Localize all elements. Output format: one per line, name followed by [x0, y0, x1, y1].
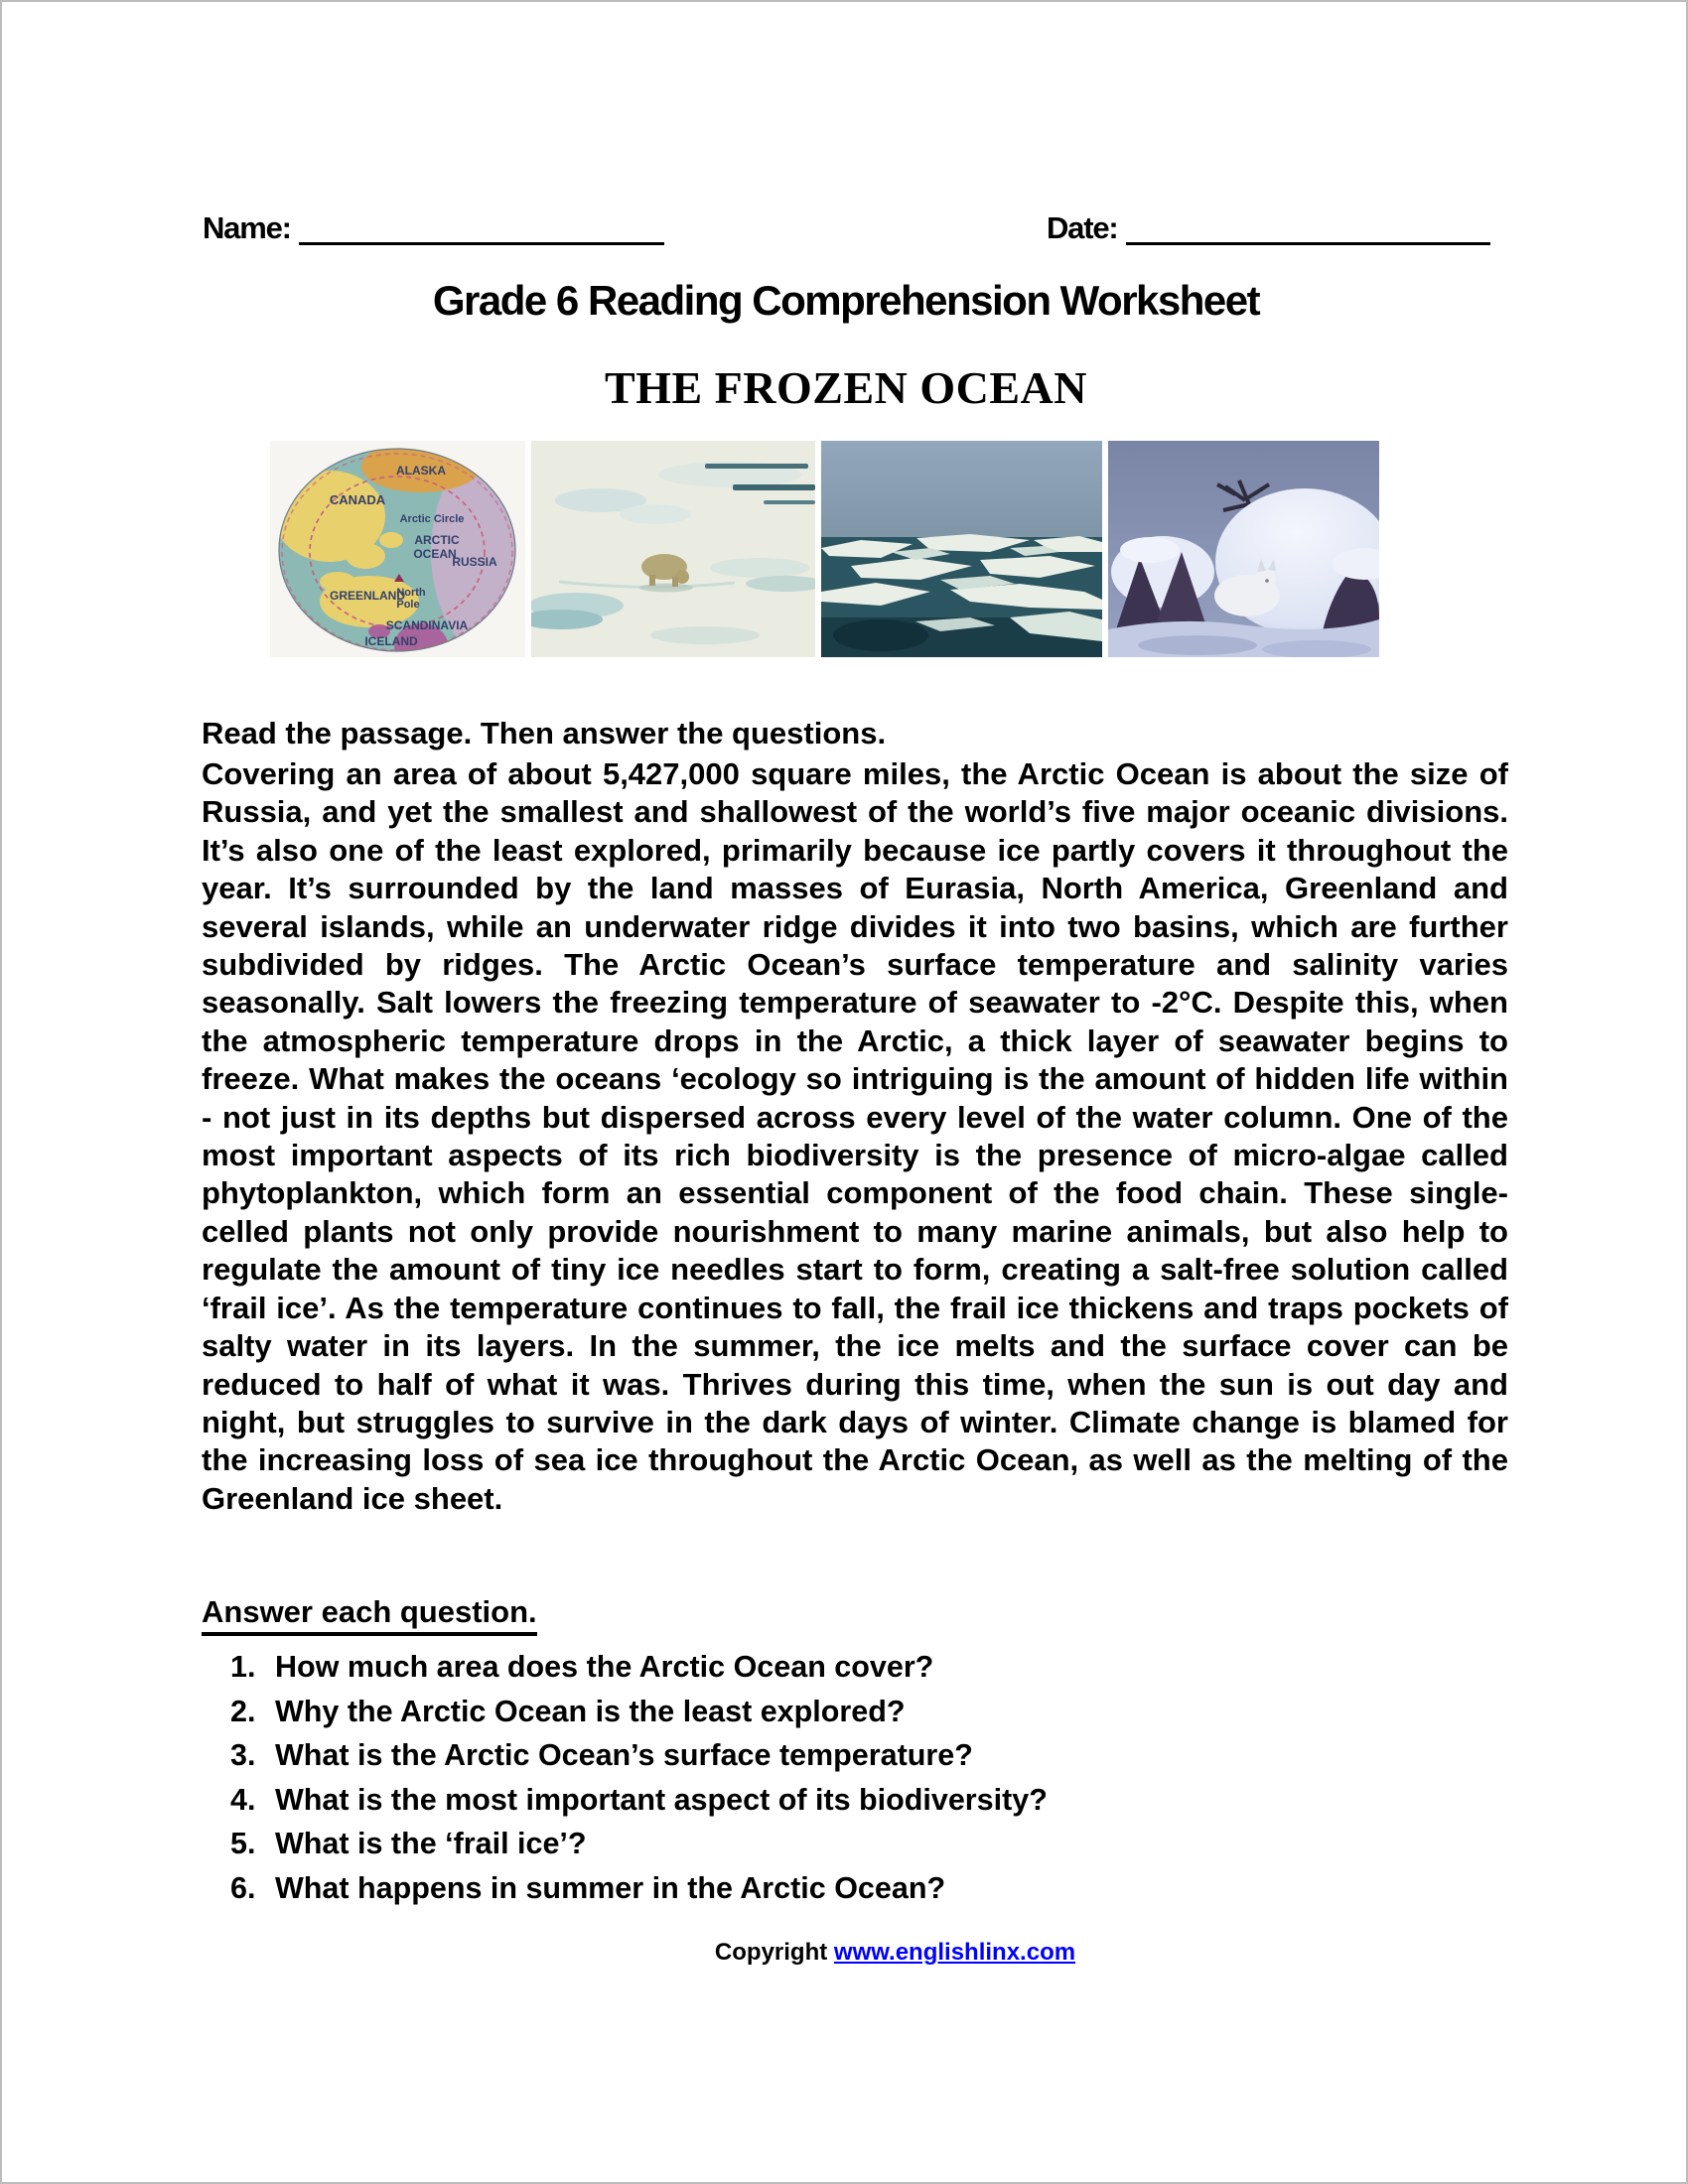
polar-bear-image: [531, 441, 815, 657]
map-label-north: North: [396, 587, 426, 599]
image-strip: [270, 441, 1379, 657]
name-blank-line[interactable]: [299, 213, 664, 245]
question-number: 4.: [230, 1782, 256, 1817]
questions-list: [230, 1650, 1511, 1916]
question-item-3: [230, 1738, 1511, 1783]
map-label-russia: RUSSIA: [452, 555, 497, 569]
map-label-scandinavia: SCANDINAVIA: [385, 618, 469, 632]
question-number: 3.: [230, 1738, 256, 1773]
question-text: What is the most important aspect of its biodiversity?: [275, 1782, 1048, 1817]
question-text: What is the Arctic Ocean’s surface temperature?: [275, 1738, 973, 1773]
footer: [199, 1939, 1507, 1967]
map-label-greenland: GREENLAND: [329, 589, 406, 603]
page-title: Grade 6 Reading Comprehension Worksheet: [432, 277, 1260, 324]
map-label-pole: Pole: [396, 599, 420, 611]
name-date-row: [203, 211, 1503, 259]
arctic-fox-image: [1108, 441, 1379, 657]
name-label: Name:: [203, 210, 291, 245]
date-label: Date:: [1047, 210, 1118, 245]
question-text: Why the Arctic Ocean is the least explored?: [275, 1694, 906, 1728]
map-label-canada: CANADA: [329, 492, 386, 507]
question-item-6: [230, 1871, 1511, 1916]
passage-body: Covering an area of about 5,427,000 square miles, the Arctic Ocean is about the size of Russia, and yet the smallest and shallowest of the world’s five major oceanic divisions. It’s also one of the least explored, primarily because ice partly covers it throughout the year. It’s surrounded by the land masses of Eurasia, North America, Greenland and several islands, while an underwater ridge divides it into two basins, which are further subdivided by ridges. The Arctic Ocean’s surface temperature and salinity varies seasonally. Salt lowers the freezing temperature of seawater to -2°C. Despite this, when the atmospheric temperature drops in the Arctic, a thick layer of seawater begins to freeze. What makes the oceans ‘ecology so intriguing is the amount of hidden life within - not just in its depths but dispersed across every level of the water column. One of the most important aspects of its rich biodiversity is the presence of micro-algae called phytoplankton, which form an essential component of the food chain. These single-celled plants not only provide nourishment to many marine animals, but also help to regulate the amount of tiny ice needles start to form, creating a salt-free solution called ‘frail ice’. As the temperature continues to fall, the frail ice thickens and traps pockets of salty water in its layers. In the summer, the ice melts and the surface cover can be reduced to half of what it was. Thrives during this time, when the sun is out day and night, but struggles to survive in the dark days of winter. Climate change is blamed for the increasing loss of sea ice throughout the Arctic Ocean, as well as the melting of the Greenland ice sheet.: [202, 756, 1508, 1516]
question-text: What is the ‘frail ice’?: [275, 1827, 587, 1861]
map-label-arctic: ARCTIC: [414, 533, 460, 547]
map-label-ocean: OCEAN: [413, 547, 457, 561]
name-field: [203, 211, 664, 245]
question-number: 5.: [230, 1827, 256, 1861]
question-number: 2.: [230, 1694, 256, 1728]
questions-header: Answer each question.: [202, 1594, 537, 1636]
arctic-map-image: [270, 441, 525, 657]
question-item-5: [230, 1827, 1511, 1871]
date-blank-line[interactable]: [1126, 213, 1490, 245]
ice-floes-image: [821, 441, 1102, 657]
passage-instructions: Read the passage. Then answer the questions.: [202, 716, 887, 751]
question-number: 6.: [230, 1870, 256, 1905]
map-label-arctic-circle: Arctic Circle: [399, 513, 465, 525]
question-text: What happens in summer in the Arctic Ocean?: [275, 1870, 946, 1905]
question-item-4: [230, 1783, 1511, 1828]
question-number: 1.: [230, 1650, 256, 1684]
englishlinx-link[interactable]: www.englishlinx.com: [833, 1939, 1076, 1966]
question-text: How much area does the Arctic Ocean cover?: [275, 1650, 934, 1684]
map-label-iceland: ICELAND: [364, 634, 418, 648]
copyright-label: Copyright: [714, 1939, 828, 1966]
passage-title: THE FROZEN OCEAN: [605, 362, 1087, 413]
map-label-alaska: ALASKA: [396, 464, 446, 478]
question-item-2: [230, 1695, 1511, 1739]
question-item-1: [230, 1650, 1511, 1695]
date-field: [1047, 211, 1490, 245]
